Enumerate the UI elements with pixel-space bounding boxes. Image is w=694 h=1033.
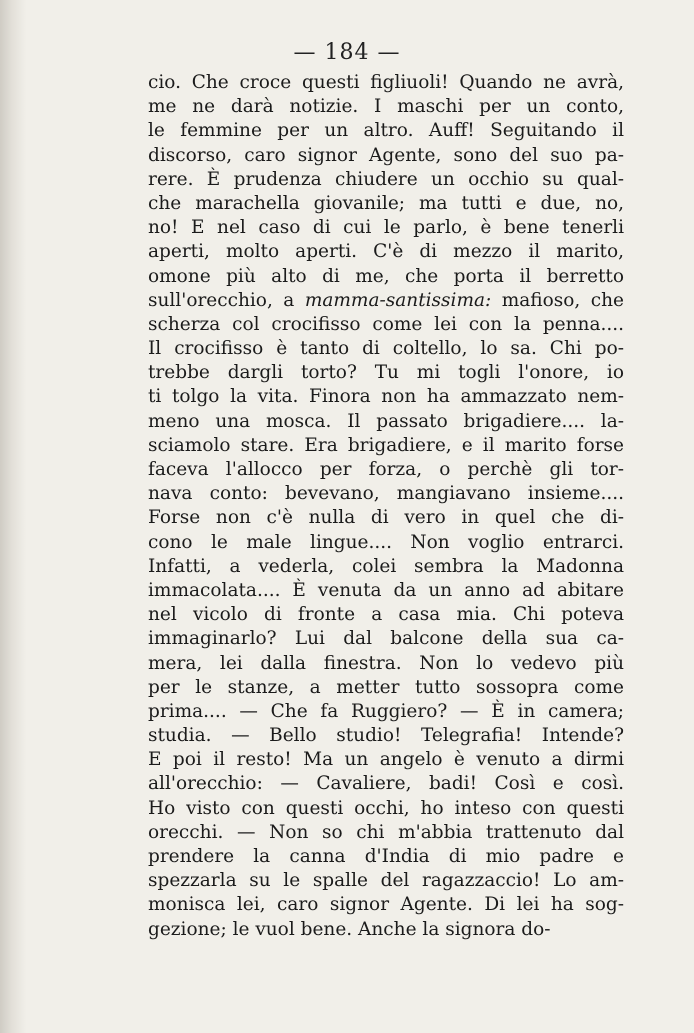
text-line: sciamolo stare. Era brigadiere, e il marito forse	[148, 434, 624, 456]
text-line: aperti, molto aperti. C'è di mezzo il marito,	[148, 241, 624, 263]
text-line: Il crocifisso è tanto di coltello, lo sa. Chi po-	[148, 338, 624, 360]
text-line: Forse non c'è nulla di vero in quel che di-	[148, 507, 624, 529]
text-line: faceva l'allocco per forza, o perchè gli tor-	[148, 459, 624, 480]
text-line: spezzarla su le spalle del ragazzaccio! Lo am-	[148, 870, 624, 892]
text-line: che marachella giovanile; ma tutti e due, no,	[148, 192, 624, 214]
text-line: prendere la canna d'India di mio padre e	[148, 846, 624, 867]
text-line: Infatti, a vederla, colei sembra la Madonna	[148, 555, 624, 577]
text-line: scherza col crocifisso come lei con la penna....	[148, 313, 624, 335]
text-line: rere. È prudenza chiudere un occhio su qual-	[148, 168, 624, 190]
text-line: cio. Che croce questi figliuoli! Quando ne avrà,	[148, 72, 624, 93]
text-segment: mafioso, che	[491, 289, 624, 311]
text-segment: sull'orecchio, a	[148, 289, 305, 311]
text-line: omone più alto di me, che porta il berretto	[148, 265, 624, 287]
text-line: monisca lei, caro signor Agente. Di lei ha sog-	[148, 894, 624, 916]
text-line: ti tolgo la vita. Finora non ha ammazzato nem-	[148, 386, 624, 408]
text-line: nel vicolo di fronte a casa mia. Chi poteva	[148, 604, 624, 626]
text-line: nava conto: bevevano, mangiavano insieme....	[148, 483, 624, 505]
body-text	[148, 71, 624, 942]
text-line: orecchi. — Non so chi m'abbia trattenuto dal	[148, 821, 624, 843]
text-line: trebbe dargli torto? Tu mi togli l'onore, io	[148, 362, 624, 384]
text-line: Ho visto con questi occhi, ho inteso con questi	[148, 797, 624, 819]
text-line: immaginarlo? Lui dal balcone della sua ca-	[148, 628, 624, 650]
text-line: me ne darà notizie. I maschi per un conto,	[148, 96, 624, 118]
text-line-with-italic	[148, 289, 624, 313]
italic-phrase: mamma-santissima:	[304, 289, 492, 311]
text-line: le femmine per un altro. Auff! Seguitando il	[148, 120, 624, 142]
page-binding-shadow	[0, 0, 26, 1033]
text-line: no! E nel caso di cui le parlo, è bene tenerli	[148, 217, 624, 239]
text-line: all'orecchio: — Cavaliere, badi! Così e così.	[148, 773, 624, 795]
text-line: discorso, caro signor Agente, sono del suo pa-	[148, 144, 624, 166]
text-line: immacolata.... È venuta da un anno ad abitare	[148, 579, 624, 601]
text-line: meno una mosca. Il passato brigadiere.... la-	[148, 410, 624, 432]
page-number: — 184 —	[293, 40, 401, 65]
text-line: per le stanze, a metter tutto sossopra come	[148, 676, 624, 698]
text-line: prima.... — Che fa Ruggiero? — È in camera;	[148, 700, 624, 722]
text-line: cono le male lingue.... Non voglio entrarci.	[148, 531, 624, 553]
text-line: studia. — Bello studio! Telegrafia! Intende?	[148, 725, 624, 747]
text-line: mera, lei dalla finestra. Non lo vedevo più	[148, 652, 624, 674]
text-line: gezione; le vuol bene. Anche la signora do-	[148, 918, 551, 940]
text-line: E poi il resto! Ma un angelo è venuto a dirmi	[148, 749, 624, 771]
